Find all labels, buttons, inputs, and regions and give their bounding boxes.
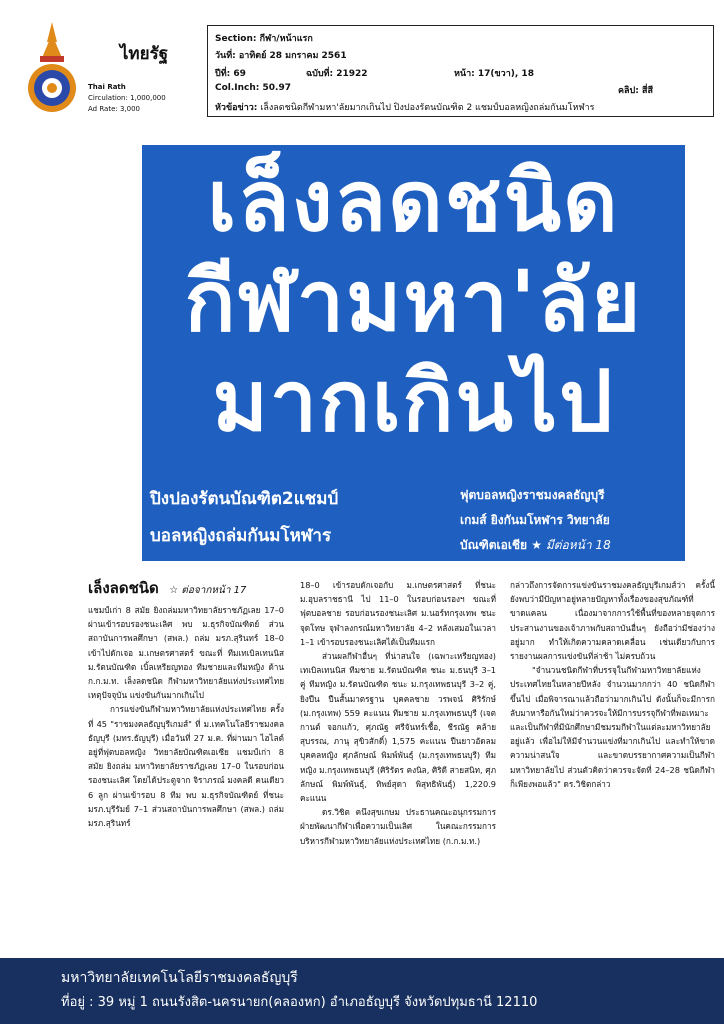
subheadline-line: บัณฑิตเอเชีย — [460, 538, 528, 552]
headline-line: กีฬามหา'ลัย — [184, 252, 643, 350]
section: Section: กีฬา/หน้าแรก — [215, 34, 313, 44]
paragraph: 18–0 เข้ารอบดักเจอกับ ม.เกษตรศาสตร์ ที่ชนะ ม.อุบลราชธานี ไป 11–0 ในรอบก่อนรองฯ ขณะที่ ฟุตบอลชาย รอบก่อนรองชนะเลิศ ม.นอร์ทกรุงเทพ ชนะจุดโทษ จุฬาลงกรณ์มหาวิทยาลัย 4–2 หลังเสมอในเวลา 1–1 เข้ารอบรองชนะเลิศได้เป็นทีมแรก — [300, 580, 496, 647]
paragraph: กล่าวถึงการจัดการแข่งขันราชมงคลธัญบุรีเกมส์ว่า ครั้งนี้ยังพบว่ามีปัญหาอยู่หลายปัญหาทั้งเรื่องของสุขภัณฑ์ที่ขาดแคลน เนื่องมาจากการใช้พื้นที่ของหลายจุดการประสานงานของเจ้าภาพกับสถาบันอื่นๆ ยังถือว่ามีช่องว่างอยู่มาก ทำให้เกิดความคลาดเคลื่อน เช่นเดียวกับการรายงานผลการแข่งขันที่ล่าช้า ไม่ครบถ้วน — [510, 580, 715, 662]
clipping-metadata — [207, 25, 714, 117]
headline-line: มากเกินไป — [212, 352, 615, 450]
subheadline-left — [150, 481, 338, 555]
col-inch: Col.Inch: 50.97 — [215, 83, 291, 93]
subheadline-line: บอลหญิงถล่มกันมโหฬาร — [150, 526, 332, 546]
continued-note: ★ มีต่อหน้า 18 — [531, 538, 611, 552]
subheadline-right — [460, 483, 611, 558]
paragraph: ส่วนผลกีฬาอื่นๆ ที่น่าสนใจ (เฉพาะเหรียญทอง) เทเบิลเทนนิส ทีมชาย ม.รัตนบัณฑิต ชนะ ม.ธนบุรี 3–1 คู่ ทีมหญิง ม.รัตนบัณฑิต ชนะ ม.กรุงเทพธนบุรี 3–2 คู่, ยิงปืน ปืนสั้นมาตรฐาน บุคคลชาย วรพจน์ ศิริรักษ์ (ม.กรุงเทพ) 559 คะแนน ทีมชาย ม.กรุงเทพธนบุรี (เจตกานต์ จอกแก้ว, ศุภณัฐ ศรีจันทร์เชื้อ, ชีรณัฐ คล้ายสุบรรณ, ภานุ สุขิวสักดิ์) 1,575 คะแนน ปืนยาวอัดลม บุคคลหญิง ศุภลักษณ์ พิมพ์พันธุ์ (ม.กรุงเทพธนบุรี) ทีมหญิง ม.กรุงเทพธนบุรี (ศิริรัตร คงนิล, ศิริดี สายสนิท, ศุภลักษณ์ พิมพ์พันธุ์, ทิพย์สุดา พิสุทธิพันธุ์) 1,220.9 คะแนน — [300, 651, 496, 804]
topic-label: หัวข้อข่าว: — [215, 103, 258, 113]
university-emblem-icon — [22, 20, 82, 120]
headline-line: เล็งลดชนิด — [207, 152, 620, 250]
subheadline-line: ฟุตบอลหญิงราชมงคลธัญบุรี — [460, 488, 605, 502]
date: วันที่: อาทิตย์ 28 มกราคม 2561 — [215, 51, 347, 61]
article-column-2 — [300, 578, 496, 918]
newspaper-name-en: Thai Rath — [88, 83, 126, 91]
headline-block — [142, 145, 685, 561]
subheadline-line: เกมส์ ยิงกันมโหฬาร วิทยาลัย — [460, 513, 610, 527]
newspaper-name: ไทยรัฐ — [119, 44, 169, 64]
subheadline-line: ปิงปองรัตนบัณฑิต2แชมป์ — [150, 489, 339, 509]
paragraph: ดร.วิชิต คนึงสุขเกษม ประธานคณะอนุกรรมการฝ่ายพัฒนากีฬาเพื่อความเป็นเลิศ ในคณะกรรมการบริหารกีฬามหาวิทยาลัยแห่งประเทศไทย (ก.ก.ม.ท.) — [300, 807, 496, 846]
clip-color: คลิป: สี่สี — [618, 86, 653, 96]
issue: ฉบับที่: 21922 — [306, 69, 368, 79]
continued-from-note: ☆ ต่อจากหน้า 17 — [169, 585, 247, 596]
ad-rate: Ad Rate: 3,000 — [88, 105, 141, 113]
paragraph: "จำนวนชนิดกีฬาที่บรรจุในกีฬามหาวิทยาลัยแห่งประเทศไทยในหลายปีหลัง จำนวนมากกว่า 40 ชนิดกีฬาขึ้นไป เมื่อพิจารณาแล้วถือว่ามากเกินไป ดังนั้นก็จะมีการกลับมาหารือกันใหม่ว่าควรจะให้มีการบรรจุกีฬาที่พอเหมาะและเป็นกีฬาที่มีนักศึกษามีชมรมกีฬาในแต่ละมหาวิทยาลัยอยู่แล้ว เพื่อไม่ให้มีจำนวนแข่งที่มากเกินไป และทำให้ขาดความน่าสนใจ และขาดบรรยากาศความเป็นกีฬามหาวิทยาลัยไป ส่วนตัวคิดว่าควรจะจัดที่ 24–28 ชนิดกีฬาก็เพียงพอแล้ว" ดร.วิชิตกล่าว — [510, 665, 715, 789]
newspaper-info — [88, 82, 166, 115]
circulation: Circulation: 1,000,000 — [88, 94, 166, 102]
topic: เล็งลดชนิดกีฬามหา'ลัยมากเกินไป ปิงปองรัตนบัณฑิต 2 แชมป์บอลหญิงถล่มกันมโหฬาร — [260, 103, 595, 113]
headline — [142, 151, 685, 451]
footer-address: ที่อยู่ : 39 หมู่ 1 ถนนรังสิต-นครนายก(คลองหก) อำเภอธัญบุรี จังหวัดปทุมธานี 12110 — [61, 995, 538, 1010]
article-title-text: เล็งลดชนิด — [88, 579, 159, 597]
article-column-3 — [510, 578, 715, 918]
article-column-1 — [88, 578, 284, 918]
article-title — [88, 578, 284, 601]
paragraph: การแข่งขันกีฬามหาวิทยาลัยแห่งประเทศไทย ครั้งที่ 45 "ราชมงคลธัญบุรีเกมส์" ที่ ม.เทคโนโลยีราชมงคลธัญบุรี (มทร.ธัญบุรี) เมื่อวันที่ 27 ม.ค. ที่ผ่านมา ไฮไลต์อยู่ที่ฟุตบอลหญิง วิทยาลัยบัณฑิตเอเซีย แชมป์เก่า 8 สมัย ยิงถล่ม มหาวิทยาลัยราชภัฏเลย 17–0 ในรอบก่อนรองชนะเลิศ โดยได้ประตูจาก จิราภรณ์ มงคลดี คนเดียว 6 ลูก ผ่านเข้ารอบ 8 ทีม พบ ม.ธุรกิจบัณฑิตย์ ที่ชนะ มรภ.บุรีรัมย์ 7–1 ส่วนสถาบันการพลศึกษา (สพล.) ถล่ม มรภ.สุรินทร์ — [88, 704, 284, 829]
paragraph: แชมป์เก่า 8 สมัย ยิงถล่มมหาวิทยาลัยราชภัฏเลย 17–0 ผ่านเข้ารอบรองชนะเลิศ พบ ม.ธุรกิจบัณฑิตย์ ส่วนสถาบันการพลศึกษา (สพล.) ถล่ม มรภ.สุรินทร์ 18–0 เข้าไปดักเจอ ม.เกษตรศาสตร์ ขณะที่ ทีมเทเบิลเทนนิส ม.รัตนบัณฑิต เบิ้ลเหรียญทอง ทีมชายและทีมหญิง ด้าน ก.ก.ม.ท. เล็งลดชนิด กีฬามหาวิทยาลัยแห่งประเทศไทย เหตุปัจจุบัน แข่งขันกันมากเกินไป — [88, 605, 284, 701]
footer-university-name: มหาวิทยาลัยเทคโนโลยีราชมงคลธัญบุรี — [61, 970, 298, 986]
year: ปีที่: 69 — [215, 69, 246, 79]
page: หน้า: 17(ขวา), 18 — [454, 69, 534, 79]
footer — [0, 958, 724, 1024]
